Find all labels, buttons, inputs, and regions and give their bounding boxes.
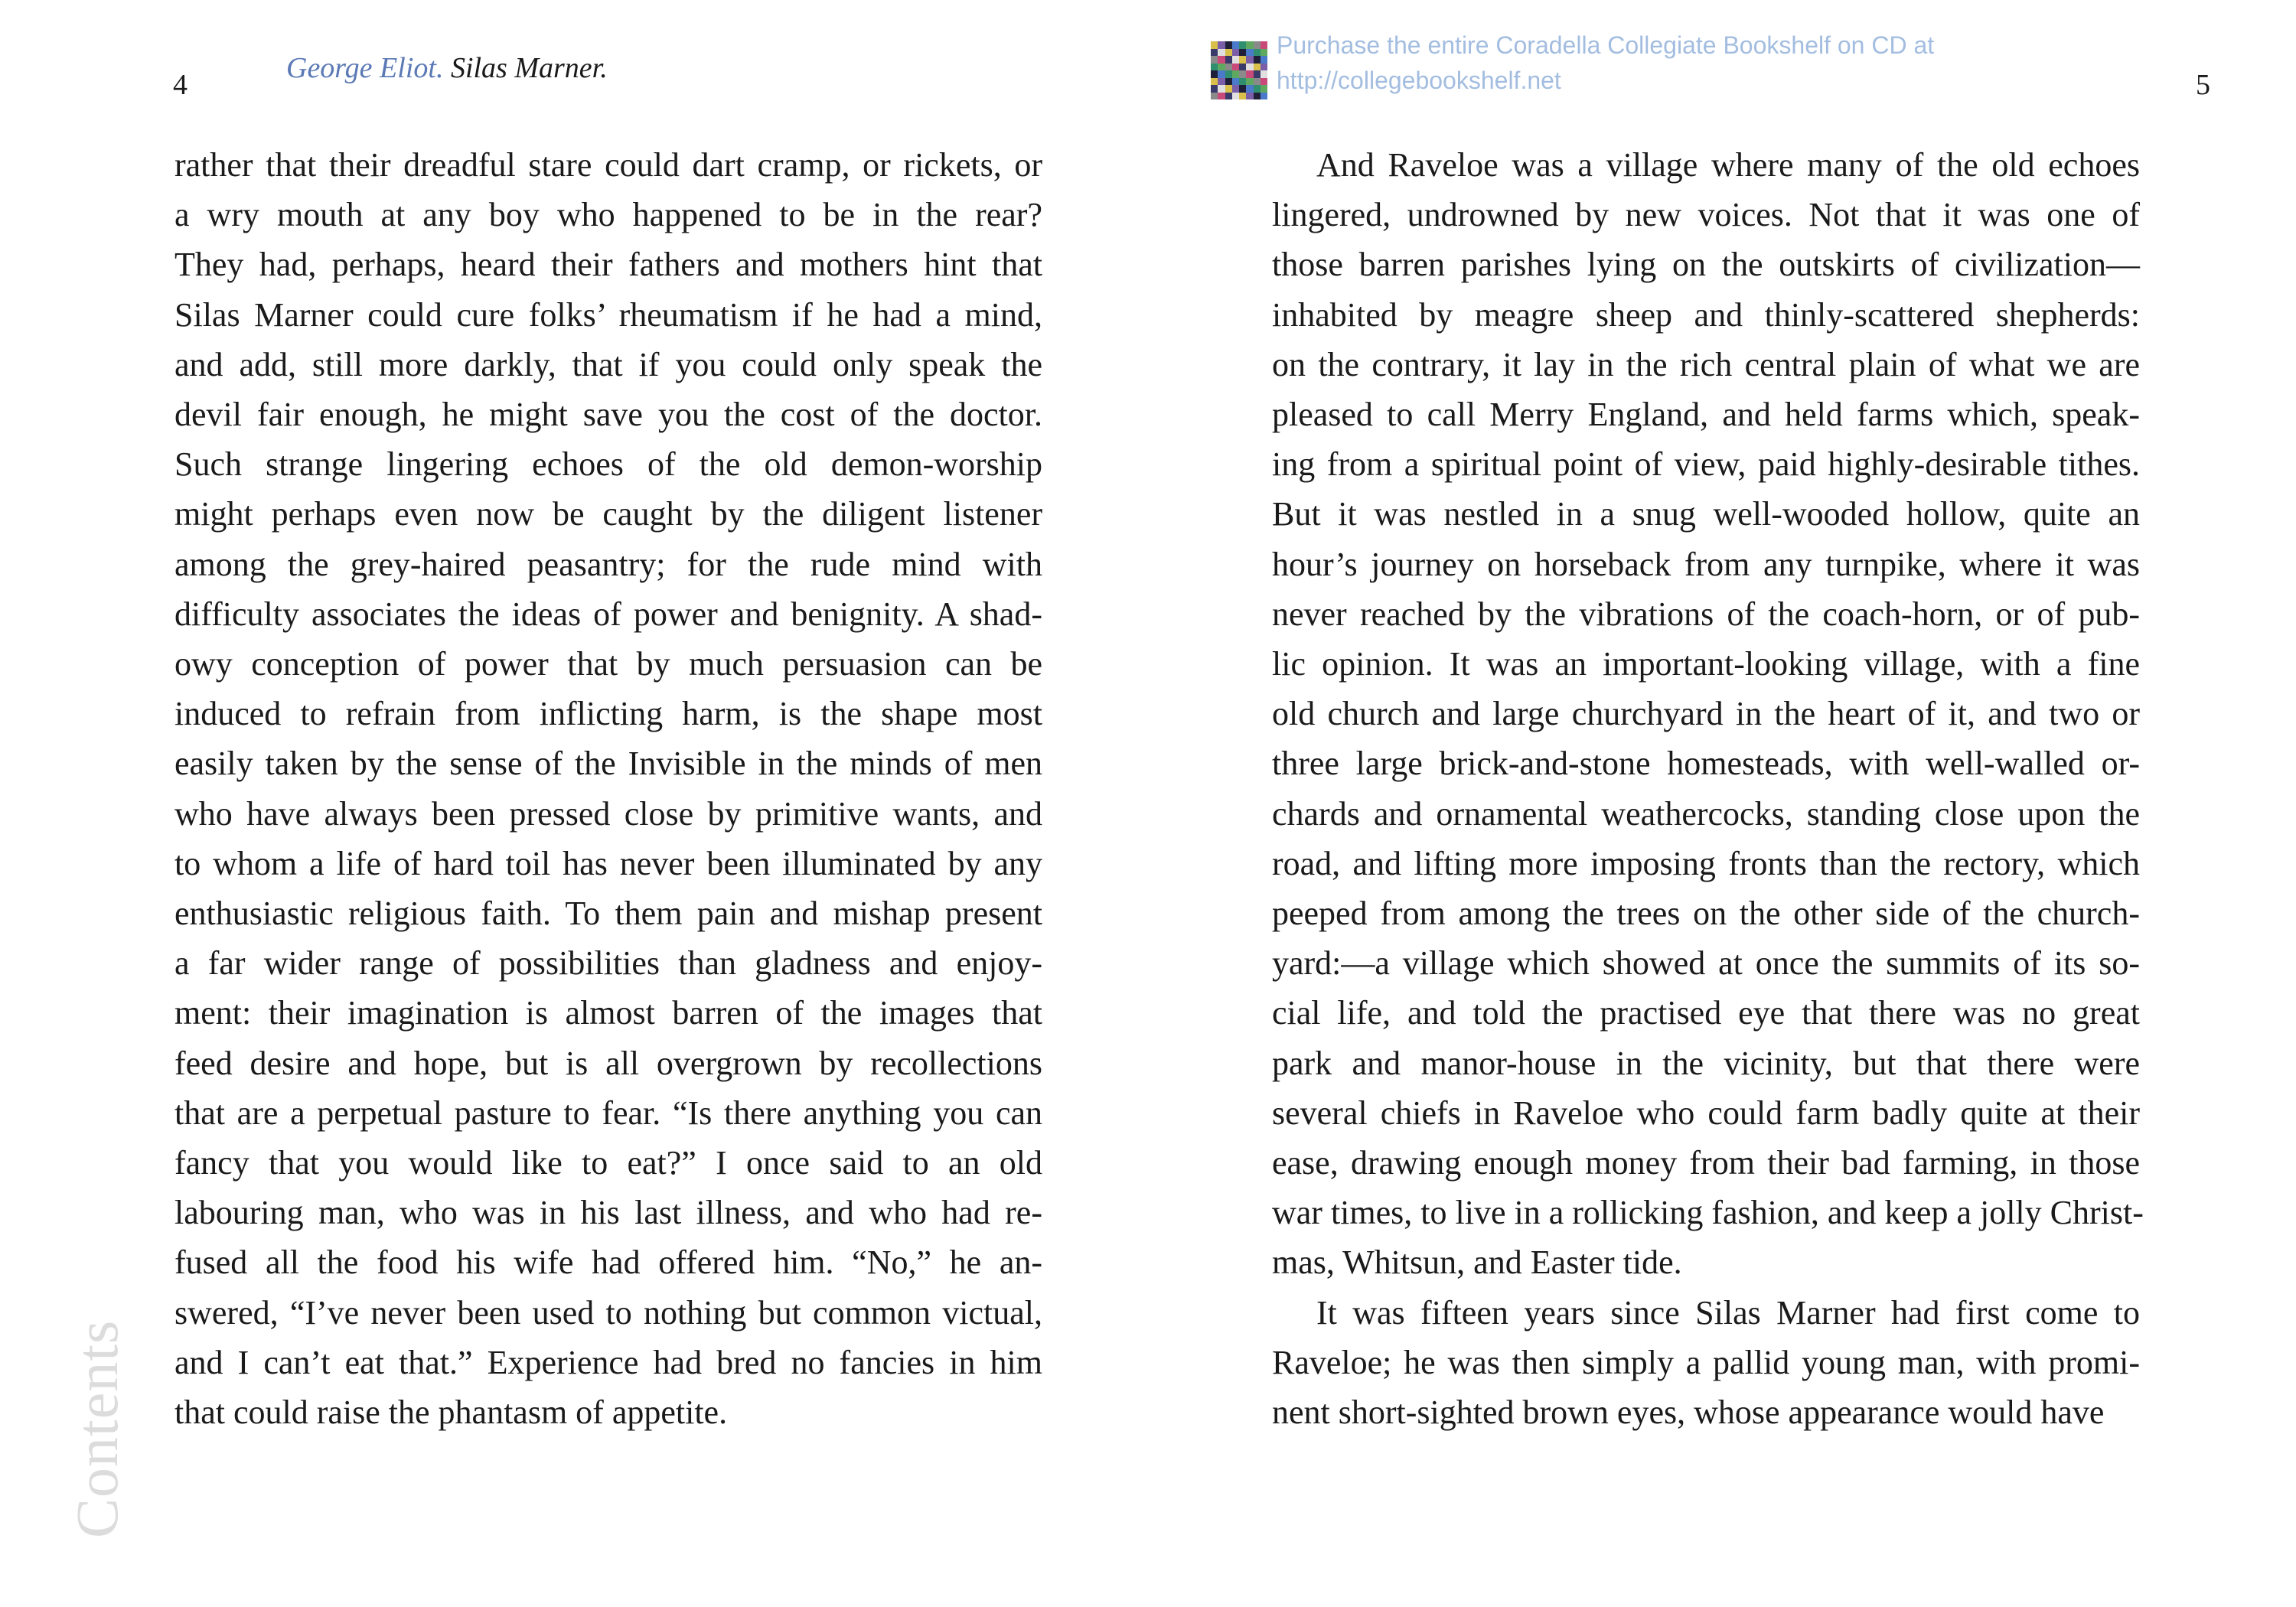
paragraph [174,140,1042,1437]
text-line: difficulty associates the ideas of power and benignity. A shad- [174,595,1042,633]
text-line: a wry mouth at any boy who happened to be in the rear? [174,196,1042,234]
text-line: enthusiastic religious faith. To them pain and mishap present [174,895,1042,933]
text-line: devil fair enough, he might save you the cost of the doctor. [174,396,1042,434]
text-line: They had, perhaps, heard their fathers and mothers hint that [174,246,1042,284]
text-line: three large brick-and-stone homesteads, with well-walled or- [1272,745,2140,783]
text-line: fancy that you would like to eat?” I once said to an old [174,1144,1042,1182]
text-line: Raveloe; he was then simply a pallid young man, with promi- [1272,1343,2140,1381]
text-line: lic opinion. It was an important-looking village, with a fine [1272,645,2140,683]
contents-tab[interactable]: Contents [64,1319,130,1538]
promo-cd-icon[interactable] [1211,41,1267,99]
text-line: never reached by the vibrations of the coach-horn, or of pub- [1272,595,2140,633]
text-line: induced to refrain from inflicting harm, is the shape most [174,695,1042,733]
text-line: to whom a life of hard toil has never been illuminated by any [174,844,1042,882]
text-line: And Raveloe was a village where many of the old echoes [1316,146,2140,184]
text-line: park and manor-house in the vicinity, but that there were [1272,1044,2140,1082]
text-line: owy conception of power that by much persuasion can be [174,645,1042,683]
text-line: and I can’t eat that.” Experience had bred no fancies in him [174,1343,1042,1381]
promo-link[interactable]: http://collegebookshelf.net [1277,67,1561,94]
text-line: cial life, and told the practised eye that there was no great [1272,994,2140,1032]
text-line: ing from a spiritual point of view, paid highly-desirable tithes. [1272,445,2140,484]
paragraph [1272,140,2144,1288]
text-line: Silas Marner could cure folks’ rheumatism if he had a mind, [174,295,1042,334]
text-line: and add, still more darkly, that if you could only speak the [174,345,1042,383]
text-line: old church and large churchyard in the heart of it, and two or [1272,695,2140,733]
paragraph [1272,1288,2140,1438]
text-line: yard:—a village which showed at once the summits of its so- [1272,944,2140,983]
text-line: among the grey-haired peasantry; for the rude mind with [174,545,1042,583]
text-line: lingered, undrowned by new voices. Not that it was one of [1272,196,2140,234]
text-line: that are a perpetual pasture to fear. “Is there anything you can [174,1094,1042,1132]
text-line: might perhaps even now be caught by the diligent listener [174,495,1042,533]
promo-line-1[interactable]: Purchase the entire Coradella Collegiate Bookshelf on CD at [1277,31,1935,59]
text-line: that could raise the phantasm of appetite. [174,1393,728,1432]
text-line: war times, to live in a rollicking fashion, and keep a jolly Christ- [1272,1194,2144,1232]
text-line: swered, “I’ve never been used to nothing but common victual, [174,1293,1042,1332]
text-line: a far wider range of possibilities than gladness and enjoy- [174,944,1042,983]
left-page-body [174,140,1042,1437]
text-line: Such strange lingering echoes of the old demon-worship [174,445,1042,484]
text-line: those barren parishes lying on the outskirts of civilization— [1272,246,2140,284]
right-page [1148,0,2296,1607]
text-line: nent short-sighted brown eyes, whose appearance would have [1272,1393,2105,1432]
text-line: ment: their imagination is almost barren of the images that [174,994,1042,1032]
text-line: pleased to call Merry England, and held farms which, speak- [1272,396,2140,434]
promo-text[interactable] [1277,28,1934,98]
text-line: mas, Whitsun, and Easter tide. [1272,1244,1682,1282]
text-line: It was fifteen years since Silas Marner had first come to [1316,1293,2140,1332]
text-line: who have always been pressed close by primitive wants, and [174,794,1042,833]
text-line: easily taken by the sense of the Invisible in the minds of men [174,745,1042,783]
text-line: rather that their dreadful stare could dart cramp, or rickets, or [174,146,1042,184]
text-line: inhabited by meagre sheep and thinly-scattered shepherds: [1272,295,2140,334]
text-line: fused all the food his wife had offered him. “No,” he an- [174,1244,1042,1282]
promo-banner[interactable] [1211,28,1934,99]
running-head-author-link[interactable]: George Eliot. [286,52,444,84]
text-line: peeped from among the trees on the other side of the church- [1272,895,2140,933]
text-line: road, and lifting more imposing fronts than the rectory, which [1272,844,2140,882]
text-line: on the contrary, it lay in the rich central plain of what we are [1272,345,2140,383]
right-page-body [1272,140,2144,1437]
text-line: labouring man, who was in his last illness, and who had re- [174,1194,1042,1232]
text-line: But it was nestled in a snug well-wooded hollow, quite an [1272,495,2140,533]
text-line: ease, drawing enough money from their bad farming, in those [1272,1144,2140,1182]
text-line: chards and ornamental weathercocks, standing close upon the [1272,794,2140,833]
page-number-right: 5 [2196,69,2210,101]
running-head [286,54,608,83]
running-head-title: Silas Marner. [450,52,608,84]
text-line: hour’s journey on horseback from any turnpike, where it was [1272,545,2140,583]
page-number-left: 4 [173,69,188,101]
text-line: feed desire and hope, but is all overgrown by recollections [174,1044,1042,1082]
text-line: several chiefs in Raveloe who could farm badly quite at their [1272,1094,2140,1132]
